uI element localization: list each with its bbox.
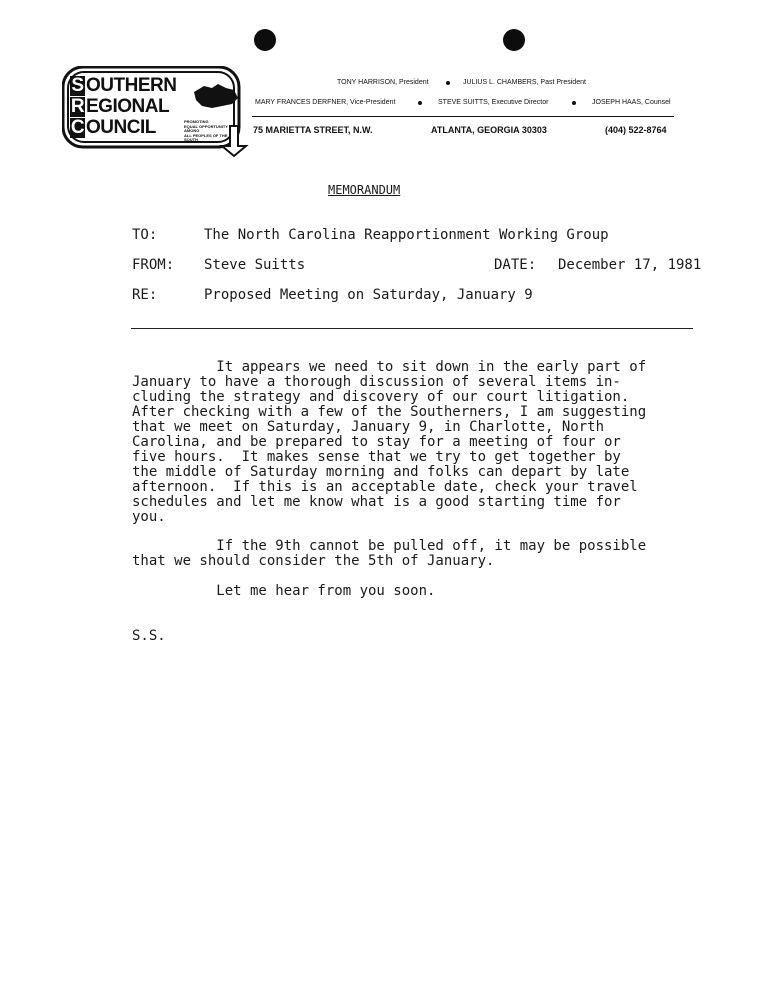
re-value: Proposed Meeting on Saturday, January 9 bbox=[204, 287, 533, 303]
logo-tagline: PROMOTING EQUAL OPPORTUNITY AMONG ALL PEOPLES OF THE SOUTH bbox=[184, 119, 228, 143]
street-address: 75 MARIETTA STREET, N.W. bbox=[253, 125, 373, 135]
officer-vice-president: MARY FRANCES DERFNER, Vice-President bbox=[255, 99, 396, 106]
date-value: December 17, 1981 bbox=[558, 257, 702, 273]
logo-line-council: COUNCIL bbox=[70, 117, 156, 138]
punch-hole-right bbox=[503, 29, 525, 51]
organization-logo bbox=[62, 66, 254, 156]
officer-past-president: JULIUS L. CHAMBERS, Past President bbox=[463, 79, 586, 86]
separator-dot bbox=[418, 101, 422, 105]
body-paragraph-3: Let me hear from you soon. bbox=[132, 583, 436, 599]
to-label: TO: bbox=[132, 227, 158, 243]
memo-title: MEMORANDUM bbox=[328, 183, 401, 197]
separator-dot bbox=[572, 101, 576, 105]
from-value: Steve Suitts bbox=[204, 257, 306, 273]
body-paragraph-2: If the 9th cannot be pulled off, it may be possible that we should consider the 5th of January. bbox=[132, 538, 647, 569]
to-value: The North Carolina Reapportionment Working Group bbox=[204, 227, 609, 243]
city-state-zip: ATLANTA, GEORGIA 30303 bbox=[431, 125, 547, 135]
date-label: DATE: bbox=[494, 257, 537, 273]
letterhead-rule bbox=[252, 116, 674, 117]
header-divider bbox=[131, 328, 693, 329]
officer-president: TONY HARRISON, President bbox=[337, 79, 429, 86]
punch-hole-left bbox=[254, 29, 276, 51]
logo-line-regional: REGIONAL bbox=[70, 96, 170, 117]
logo-line-southern: S OUTHERN bbox=[71, 75, 177, 96]
re-label: RE: bbox=[132, 287, 158, 303]
separator-dot bbox=[446, 81, 450, 85]
phone-number: (404) 522-8764 bbox=[605, 125, 667, 135]
body-paragraph-1: It appears we need to sit down in the early part of January to have a thorough discussion of several items in- cluding the strategy and discovery of our court litigation. After checking with a few of the Southerners, I am suggesting that we meet on Saturday, January 9, in Charlotte, North Carolina, and be prepared to stay for a meeting of four or five hours. It makes sense that we try to get together by the middle of Saturday morning and folks can depart by late afternoon. If this is an acceptable date, check your travel schedules and let me know what is a good starting time for you. bbox=[132, 359, 647, 525]
officer-executive-director: STEVE SUITTS, Executive Director bbox=[438, 99, 549, 106]
signoff-initials: S.S. bbox=[132, 628, 166, 644]
south-map-icon bbox=[194, 84, 238, 108]
from-label: FROM: bbox=[132, 257, 175, 273]
officer-counsel: JOSEPH HAAS, Counsel bbox=[592, 99, 671, 106]
